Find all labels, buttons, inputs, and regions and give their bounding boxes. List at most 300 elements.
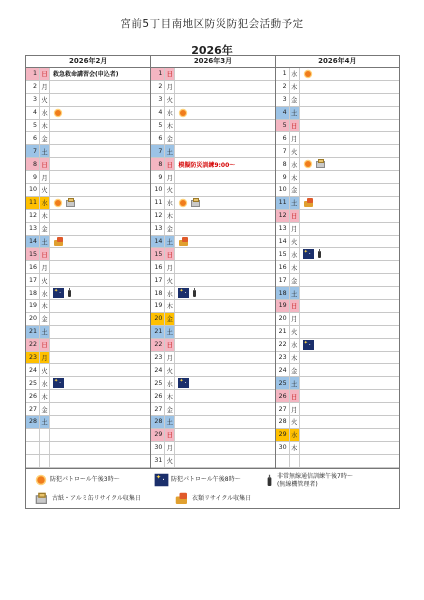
- legend-label: 古紙・アルミ缶リサイクル収集日: [52, 495, 141, 502]
- weekday: 土: [290, 287, 300, 299]
- day-row: [26, 416, 150, 429]
- empty-cell: [40, 442, 50, 454]
- day-row: [276, 158, 399, 171]
- day-row: [151, 248, 274, 261]
- day-row: [151, 429, 274, 442]
- day-row: [26, 390, 150, 403]
- weekday: 土: [290, 107, 300, 119]
- day-events: [53, 237, 65, 247]
- month-header: 2026年3月: [151, 56, 274, 68]
- weekday: 木: [40, 210, 50, 222]
- day-number: 11: [276, 197, 290, 209]
- night-sky-icon: [303, 249, 314, 259]
- event-note-highlight: 模擬防災訓練9:00〜: [178, 161, 236, 169]
- paper-recycling-icon: [315, 159, 327, 169]
- clothes-recycling-icon: [53, 237, 65, 247]
- day-number: 10: [276, 184, 290, 196]
- empty-cell: [26, 429, 40, 441]
- weekday: 火: [165, 94, 175, 106]
- day-number: 17: [276, 274, 290, 286]
- day-number: 18: [151, 287, 165, 299]
- day-row: [26, 287, 150, 300]
- weekday: 木: [290, 171, 300, 183]
- day-row: [276, 171, 399, 184]
- day-events: [53, 198, 77, 208]
- day-number: 16: [151, 261, 165, 273]
- day-row: [26, 364, 150, 377]
- day-number: 11: [26, 197, 40, 209]
- paper-recycling-icon: [65, 198, 77, 208]
- weekday: 月: [40, 81, 50, 93]
- weekday: 水: [165, 197, 175, 209]
- weekday: 月: [165, 442, 175, 454]
- day-events: [178, 237, 190, 247]
- sun-icon: [178, 198, 188, 208]
- day-row: [151, 81, 274, 94]
- day-row: [26, 300, 150, 313]
- day-number: 1: [26, 68, 40, 80]
- radio-icon: [316, 249, 323, 259]
- weekday: 木: [290, 352, 300, 364]
- weekday: 金: [165, 223, 175, 235]
- day-row: [26, 120, 150, 133]
- day-number: 21: [26, 326, 40, 338]
- weekday: 月: [290, 313, 300, 325]
- day-row: [276, 132, 399, 145]
- day-row: [276, 68, 399, 81]
- paper-recycling-icon: [190, 198, 202, 208]
- weekday: 火: [40, 94, 50, 106]
- month-header: 2026年2月: [26, 56, 150, 68]
- day-events: [178, 108, 188, 118]
- day-row: [151, 184, 274, 197]
- night-sky-icon: [178, 288, 189, 298]
- day-row: [26, 145, 150, 158]
- sun-icon: [178, 108, 188, 118]
- weekday: 水: [40, 107, 50, 119]
- legend-day-patrol: [36, 475, 120, 485]
- day-number: 6: [151, 132, 165, 144]
- weekday: 日: [165, 429, 175, 441]
- legend-label: [277, 473, 353, 489]
- day-rows: [276, 68, 399, 468]
- day-row: [151, 352, 274, 365]
- day-row: [26, 223, 150, 236]
- day-number: 20: [276, 313, 290, 325]
- weekday: 月: [165, 81, 175, 93]
- day-row: [276, 274, 399, 287]
- weekday: 水: [40, 377, 50, 389]
- calendar-grid: [25, 55, 400, 469]
- weekday: 月: [40, 261, 50, 273]
- weekday: 月: [165, 171, 175, 183]
- weekday: 水: [290, 158, 300, 170]
- weekday: 土: [290, 197, 300, 209]
- empty-cell: [290, 455, 300, 467]
- weekday: 土: [40, 416, 50, 428]
- day-number: 15: [26, 248, 40, 260]
- day-number: 6: [26, 132, 40, 144]
- day-row: [26, 68, 150, 81]
- day-row: [151, 390, 274, 403]
- day-number: 3: [276, 94, 290, 106]
- day-events: [303, 159, 327, 169]
- weekday: 金: [40, 403, 50, 415]
- month-header: 2026年4月: [276, 56, 399, 68]
- empty-row: [26, 455, 150, 468]
- day-events: [53, 108, 63, 118]
- weekday: 火: [290, 236, 300, 248]
- day-row: [151, 223, 274, 236]
- day-row: [276, 145, 399, 158]
- day-number: 11: [151, 197, 165, 209]
- weekday: 火: [40, 184, 50, 196]
- weekday: 日: [290, 120, 300, 132]
- legend-paper-recycling: [36, 494, 141, 504]
- day-rows: [26, 68, 150, 468]
- day-row: [276, 416, 399, 429]
- weekday: 水: [290, 248, 300, 260]
- day-number: 15: [151, 248, 165, 260]
- day-number: 25: [151, 377, 165, 389]
- day-number: 27: [276, 403, 290, 415]
- weekday: 金: [290, 94, 300, 106]
- day-number: 5: [26, 120, 40, 132]
- day-row: [151, 377, 274, 390]
- day-row: [26, 377, 150, 390]
- empty-row: [26, 442, 150, 455]
- day-row: [276, 352, 399, 365]
- day-number: 4: [26, 107, 40, 119]
- day-row: [26, 248, 150, 261]
- day-number: 12: [276, 210, 290, 222]
- weekday: 木: [40, 390, 50, 402]
- weekday: 火: [40, 364, 50, 376]
- weekday: 土: [40, 236, 50, 248]
- day-row: [276, 107, 399, 120]
- sun-icon: [35, 474, 48, 487]
- day-number: 13: [151, 223, 165, 235]
- weekday: 水: [165, 287, 175, 299]
- weekday: 木: [290, 442, 300, 454]
- day-row: [26, 81, 150, 94]
- weekday: 火: [290, 326, 300, 338]
- day-number: 24: [151, 364, 165, 376]
- weekday: 水: [165, 107, 175, 119]
- legend-radio-drill: [266, 473, 353, 489]
- weekday: 火: [290, 145, 300, 157]
- day-number: 2: [151, 81, 165, 93]
- weekday: 木: [40, 300, 50, 312]
- day-number: 9: [276, 171, 290, 183]
- sun-icon: [53, 108, 63, 118]
- day-row: [151, 261, 274, 274]
- day-row: [276, 184, 399, 197]
- weekday: 土: [165, 236, 175, 248]
- sun-icon: [53, 198, 63, 208]
- day-row: [151, 107, 274, 120]
- weekday: 日: [40, 68, 50, 80]
- empty-cell: [26, 455, 40, 467]
- day-number: 24: [26, 364, 40, 376]
- day-row: [151, 455, 274, 468]
- day-number: 27: [151, 403, 165, 415]
- weekday: 火: [165, 455, 175, 467]
- night-sky-icon: [178, 378, 189, 388]
- day-number: 8: [276, 158, 290, 170]
- night-sky-icon: [53, 378, 64, 388]
- day-row: [151, 145, 274, 158]
- day-row: [151, 132, 274, 145]
- day-number: 9: [26, 171, 40, 183]
- legend-night-patrol: [156, 475, 241, 485]
- empty-cell: [40, 429, 50, 441]
- weekday: 金: [165, 313, 175, 325]
- day-row: [276, 236, 399, 249]
- day-number: 28: [276, 416, 290, 428]
- day-events: [303, 249, 323, 259]
- day-number: 13: [276, 223, 290, 235]
- day-row: [26, 184, 150, 197]
- weekday: 火: [165, 184, 175, 196]
- day-number: 12: [26, 210, 40, 222]
- day-number: 17: [26, 274, 40, 286]
- day-events: [178, 198, 202, 208]
- clothes-recycling-icon: [303, 198, 315, 208]
- weekday: 日: [165, 68, 175, 80]
- day-number: 7: [151, 145, 165, 157]
- night-sky-icon: [155, 474, 169, 487]
- day-number: 21: [151, 326, 165, 338]
- day-row: [26, 197, 150, 210]
- weekday: 月: [40, 352, 50, 364]
- day-row: [276, 339, 399, 352]
- legend-radio-line2: (無線機管理者): [277, 481, 318, 488]
- weekday: 金: [290, 184, 300, 196]
- day-row: [26, 171, 150, 184]
- weekday: 火: [290, 416, 300, 428]
- day-number: 25: [26, 377, 40, 389]
- day-row: [151, 300, 274, 313]
- day-number: 8: [26, 158, 40, 170]
- day-number: 4: [276, 107, 290, 119]
- day-row: [151, 313, 274, 326]
- day-events: [178, 288, 198, 298]
- day-row: [276, 390, 399, 403]
- day-row: [276, 442, 399, 455]
- weekday: 火: [165, 364, 175, 376]
- day-number: 14: [26, 236, 40, 248]
- weekday: 土: [290, 377, 300, 389]
- day-number: 22: [276, 339, 290, 351]
- weekday: 日: [290, 390, 300, 402]
- weekday: 土: [40, 145, 50, 157]
- document-title: 宮前5丁目南地区防災防犯会活動予定: [120, 18, 304, 30]
- weekday: 土: [165, 145, 175, 157]
- day-number: 10: [151, 184, 165, 196]
- day-number: 13: [26, 223, 40, 235]
- day-row: [26, 132, 150, 145]
- weekday: 日: [165, 339, 175, 351]
- day-number: 22: [151, 339, 165, 351]
- weekday: 水: [40, 287, 50, 299]
- day-row: [151, 197, 274, 210]
- day-row: [276, 300, 399, 313]
- day-number: 12: [151, 210, 165, 222]
- day-events: [53, 288, 73, 298]
- day-number: 10: [26, 184, 40, 196]
- weekday: 日: [40, 158, 50, 170]
- weekday: 水: [290, 429, 300, 441]
- day-number: 7: [26, 145, 40, 157]
- weekday: 月: [290, 223, 300, 235]
- day-number: 23: [276, 352, 290, 364]
- day-row: [276, 364, 399, 377]
- day-events: [303, 69, 313, 79]
- day-number: 2: [26, 81, 40, 93]
- day-row: [151, 158, 274, 171]
- legend-label: 防犯パトロール午後8時〜: [171, 476, 241, 483]
- empty-cell: [40, 455, 50, 467]
- day-events: [178, 378, 189, 388]
- day-number: 3: [151, 94, 165, 106]
- weekday: 木: [40, 120, 50, 132]
- day-row: [26, 274, 150, 287]
- day-number: 1: [276, 68, 290, 80]
- day-number: 26: [276, 390, 290, 402]
- day-number: 6: [276, 132, 290, 144]
- day-row: [276, 429, 399, 442]
- legend: [25, 469, 400, 509]
- night-sky-icon: [53, 288, 64, 298]
- weekday: 木: [290, 81, 300, 93]
- radio-icon: [265, 475, 274, 488]
- day-events: [178, 160, 235, 169]
- day-number: 4: [151, 107, 165, 119]
- weekday: 木: [165, 390, 175, 402]
- day-number: 16: [26, 261, 40, 273]
- sun-icon: [303, 69, 313, 79]
- paper-recycling-icon: [35, 493, 50, 506]
- sun-icon: [303, 159, 313, 169]
- day-number: 19: [276, 300, 290, 312]
- day-events: [53, 69, 119, 78]
- day-row: [151, 210, 274, 223]
- day-number: 18: [26, 287, 40, 299]
- day-row: [26, 352, 150, 365]
- weekday: 火: [40, 274, 50, 286]
- day-number: 21: [276, 326, 290, 338]
- day-row: [151, 171, 274, 184]
- day-row: [26, 313, 150, 326]
- weekday: 水: [165, 377, 175, 389]
- weekday: 金: [40, 132, 50, 144]
- radio-icon: [66, 288, 73, 298]
- day-row: [26, 94, 150, 107]
- day-number: 20: [151, 313, 165, 325]
- day-row: [26, 210, 150, 223]
- day-number: 5: [151, 120, 165, 132]
- radio-icon: [191, 288, 198, 298]
- weekday: 土: [165, 416, 175, 428]
- day-row: [151, 442, 274, 455]
- day-number: 26: [151, 390, 165, 402]
- empty-row: [26, 429, 150, 442]
- weekday: 月: [290, 403, 300, 415]
- day-row: [26, 236, 150, 249]
- weekday: 金: [290, 364, 300, 376]
- clothes-recycling-icon: [178, 237, 190, 247]
- day-row: [151, 287, 274, 300]
- weekday: 月: [165, 352, 175, 364]
- day-number: 28: [151, 416, 165, 428]
- day-row: [151, 339, 274, 352]
- day-number: 29: [276, 429, 290, 441]
- weekday: 金: [40, 223, 50, 235]
- weekday: 金: [165, 403, 175, 415]
- day-number: 7: [276, 145, 290, 157]
- weekday: 日: [290, 300, 300, 312]
- day-number: 22: [26, 339, 40, 351]
- day-row: [276, 81, 399, 94]
- weekday: 日: [40, 248, 50, 260]
- month-column-apr: [275, 56, 399, 468]
- day-row: [276, 210, 399, 223]
- weekday: 火: [165, 274, 175, 286]
- day-row: [26, 158, 150, 171]
- day-number: 18: [276, 287, 290, 299]
- day-row: [151, 403, 274, 416]
- day-row: [276, 261, 399, 274]
- weekday: 木: [165, 300, 175, 312]
- day-row: [26, 403, 150, 416]
- day-row: [276, 403, 399, 416]
- clothes-recycling-icon: [175, 493, 190, 506]
- weekday: 金: [165, 132, 175, 144]
- day-number: 9: [151, 171, 165, 183]
- day-number: 26: [26, 390, 40, 402]
- day-number: 25: [276, 377, 290, 389]
- weekday: 月: [165, 261, 175, 273]
- weekday: 日: [290, 210, 300, 222]
- weekday: 日: [165, 248, 175, 260]
- day-row: [151, 120, 274, 133]
- day-row: [151, 94, 274, 107]
- weekday: 金: [40, 313, 50, 325]
- day-number: 19: [26, 300, 40, 312]
- event-note: 救急救命講習会(申込者): [53, 71, 119, 79]
- day-number: 30: [276, 442, 290, 454]
- day-row: [276, 120, 399, 133]
- day-number: 14: [151, 236, 165, 248]
- weekday: 月: [40, 171, 50, 183]
- month-column-mar: [150, 56, 274, 468]
- day-number: 30: [151, 442, 165, 454]
- day-events: [303, 340, 314, 350]
- day-number: 29: [151, 429, 165, 441]
- legend-cloth-recycling: [176, 494, 251, 504]
- weekday: 水: [290, 68, 300, 80]
- day-row: [26, 339, 150, 352]
- day-row: [276, 197, 399, 210]
- night-sky-icon: [303, 340, 314, 350]
- day-row: [276, 326, 399, 339]
- day-events: [53, 378, 64, 388]
- day-row: [26, 107, 150, 120]
- day-row: [276, 313, 399, 326]
- weekday: 木: [165, 210, 175, 222]
- year-heading: 2026年: [191, 44, 233, 57]
